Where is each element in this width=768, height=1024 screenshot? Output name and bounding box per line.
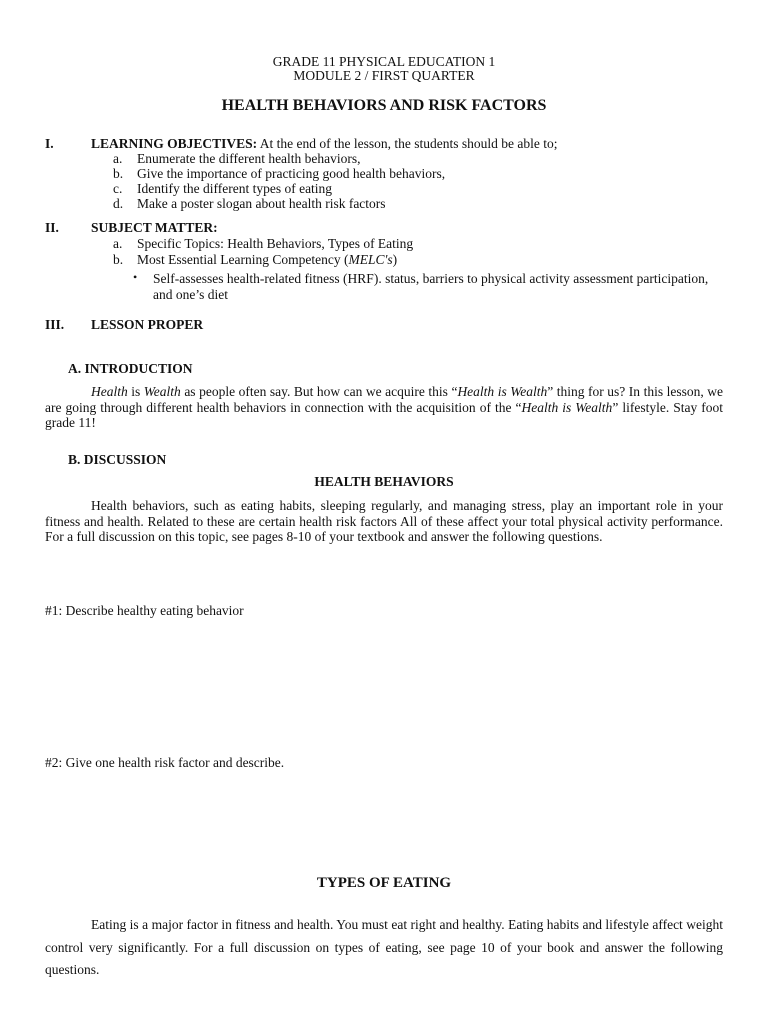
intro-text: ” thing for us? In this lesson, we are going through different health behaviors in connection with the acquisition of the “ — [45, 384, 723, 415]
bullet-dot: • — [133, 270, 138, 284]
document-title: HEALTH BEHAVIORS AND RISK FACTORS — [221, 97, 547, 114]
italic-health-is-wealth: Health is Wealth — [521, 399, 613, 415]
header-module: MODULE 2 / FIRST QUARTER — [293, 68, 475, 83]
objective-letter: a. — [113, 151, 123, 166]
objective-text: Give the importance of practicing good health behaviors, — [137, 166, 446, 181]
italic-health-is-wealth: Health is Wealth — [457, 384, 548, 399]
intro-text: is — [127, 384, 144, 399]
introduction-heading: A. INTRODUCTION — [68, 361, 193, 376]
subject-text: Most Essential Learning Competency ( — [137, 252, 349, 267]
objective-text: Identify the different types of eating — [137, 181, 333, 196]
objective-text: Enumerate the different health behaviors, — [137, 151, 361, 166]
question-2: #2: Give one health risk factor and describe. — [45, 755, 285, 770]
melc-bullet-text: Self-assesses health-related fitness (HRF). status, barriers to physical activity assessment participation, and one’s diet — [153, 271, 709, 302]
subject-item — [113, 236, 413, 252]
objective-item — [113, 166, 445, 182]
intro-text: as people often say. But how can we acquire this “ — [180, 384, 458, 399]
subject-item — [113, 252, 397, 268]
objective-letter: d. — [113, 196, 124, 211]
italic-health: Health — [91, 384, 128, 399]
objective-item — [113, 151, 361, 167]
section-numeral-2: II. — [45, 220, 59, 235]
health-behaviors-paragraph — [45, 498, 723, 545]
objective-text: Make a poster slogan about health risk factors — [137, 196, 386, 211]
health-behaviors-text: Health behaviors, such as eating habits, sleeping regularly, and managing stress, play an important role in your fitness and health. Related to these are certain health risk factors All of these affect your total physical activity performance. For a full discussion on this topic, see pages 8-10 of your textbook and answer the following questions. — [45, 498, 723, 545]
intro-text: ” lifestyle. Stay foot grade 11! — [45, 399, 723, 431]
question-1: #1: Describe healthy eating behavior — [45, 603, 244, 618]
health-behaviors-heading: HEALTH BEHAVIORS — [314, 474, 454, 489]
discussion-heading: B. DISCUSSION — [68, 452, 167, 467]
italic-wealth: Wealth — [143, 384, 181, 399]
learning-objectives-intro: At the end of the lesson, the students should be able to; — [257, 136, 558, 151]
objective-item — [113, 181, 332, 197]
subject-letter: b. — [113, 252, 124, 267]
subject-matter-label: SUBJECT MATTER: — [91, 220, 218, 235]
types-of-eating-text: Eating is a major factor in fitness and health. You must eat right and healthy. Eating habits and lifestyle affect weight control very significantly. For a full discussion on types of eating, see page 10 of your book and answer the following questions. — [45, 917, 723, 978]
types-of-eating-paragraph — [45, 914, 723, 982]
subject-letter: a. — [113, 236, 123, 251]
types-of-eating-heading: TYPES OF EATING — [316, 875, 452, 891]
subject-text: Specific Topics: Health Behaviors, Types of Eating — [137, 236, 414, 251]
header-grade: GRADE 11 PHYSICAL EDUCATION 1 — [272, 54, 496, 69]
subject-text-end: ) — [392, 252, 398, 267]
objective-item — [113, 196, 386, 212]
section-numeral-1: I. — [45, 136, 54, 151]
learning-objectives-label: LEARNING OBJECTIVES: — [91, 136, 258, 151]
introduction-paragraph — [45, 384, 723, 431]
lesson-proper-label: LESSON PROPER — [91, 317, 204, 332]
objective-letter: c. — [113, 181, 123, 196]
melc-abbrev: MELC's — [348, 252, 393, 267]
section-numeral-3: III. — [45, 317, 65, 332]
objective-letter: b. — [113, 166, 124, 181]
learning-objectives-line — [91, 136, 558, 152]
